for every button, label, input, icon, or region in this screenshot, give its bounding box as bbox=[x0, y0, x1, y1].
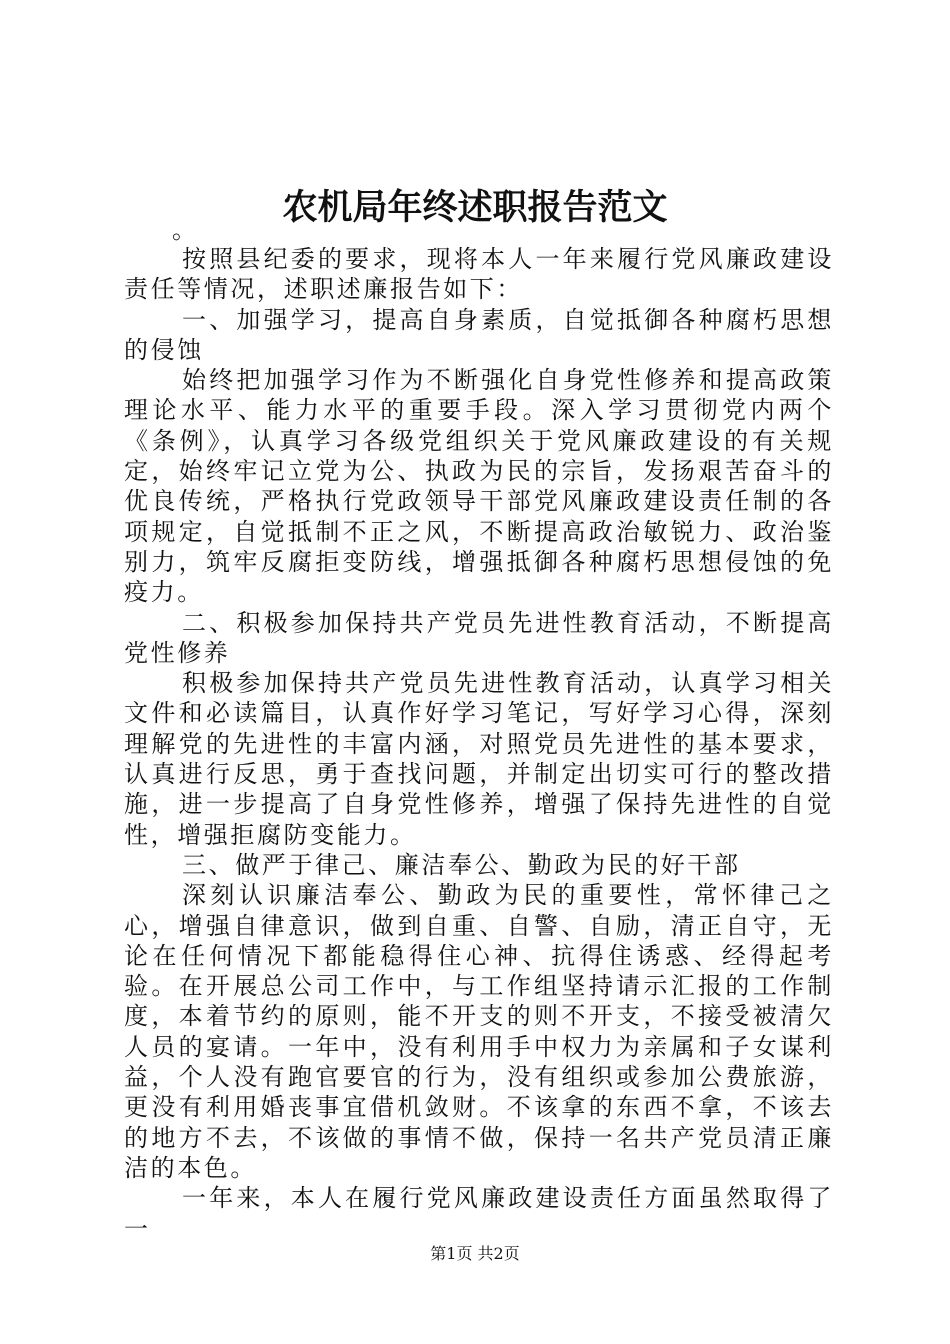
document-title: 农机局年终述职报告范文 bbox=[282, 187, 668, 228]
section-heading-2: 二、积极参加保持共产党员先进性教育活动，不断提高党性修养 bbox=[124, 608, 834, 667]
paragraph-section-1: 始终把加强学习作为不断强化自身党性修养和提高政策理论水平、能力水平的重要手段。深入学习贯彻党内两个《条例》，认真学习各级党组织关于党风廉政建设的有关规定，始终牢记立党为公、执政为民的宗旨，发扬艰苦奋斗的优良传统，严格执行党政领导干部党风廉政建设责任制的各项规定，自觉抵制不正之风，不断提高政治敏锐力、政治鉴别力，筑牢反腐拒变防线，增强抵御各种腐朽思想侵蚀的免疫力。 bbox=[124, 366, 834, 607]
paragraph-section-2: 积极参加保持共产党员先进性教育活动，认真学习相关文件和必读篇目，认真作好学习笔记，写好学习心得，深刻理解党的先进性的丰富内涵，对照党员先进性的基本要求，认真进行反思，勇于查找问题，并制定出切实可行的整改措施，进一步提高了自身党性修养，增强了保持先进性的自觉性，增强拒腐防变能力。 bbox=[124, 669, 834, 849]
paragraph-closing: 一年来，本人在履行党风廉政建设责任方面虽然取得了一 bbox=[124, 1184, 834, 1243]
document-body bbox=[124, 216, 834, 1244]
page-number-footer: 第1页 共2页 bbox=[430, 1244, 520, 1263]
lead-mark: 。 bbox=[172, 216, 199, 244]
paragraph-section-3: 深刻认识廉洁奉公、勤政为民的重要性，常怀律己之心，增强自律意识，做到自重、自警、自励，清正自守，无论在任何情况下都能稳得住心神、抗得住诱惑、经得起考验。在开展总公司工作中，与工作组坚持请示汇报的工作制度，本着节约的原则，能不开支的则不开支，不接受被清欠人员的宴请。一年中，没有利用手中权力为亲属和子女谋利益，个人没有跑官要官的行为，没有组织或参加公费旅游，更没有利用婚丧事宜借机敛财。不该拿的东西不拿，不该去的地方不去，不该做的事情不做，保持一名共产党员清正廉洁的本色。 bbox=[124, 881, 834, 1182]
section-heading-1: 一、加强学习，提高自身素质，自觉抵御各种腐朽思想的侵蚀 bbox=[124, 305, 834, 364]
paragraph-intro: 按照县纪委的要求，现将本人一年来履行党风廉政建设责任等情况，述职述廉报告如下： bbox=[124, 245, 834, 304]
section-heading-3: 三、做严于律己、廉洁奉公、勤政为民的好干部 bbox=[182, 850, 741, 879]
